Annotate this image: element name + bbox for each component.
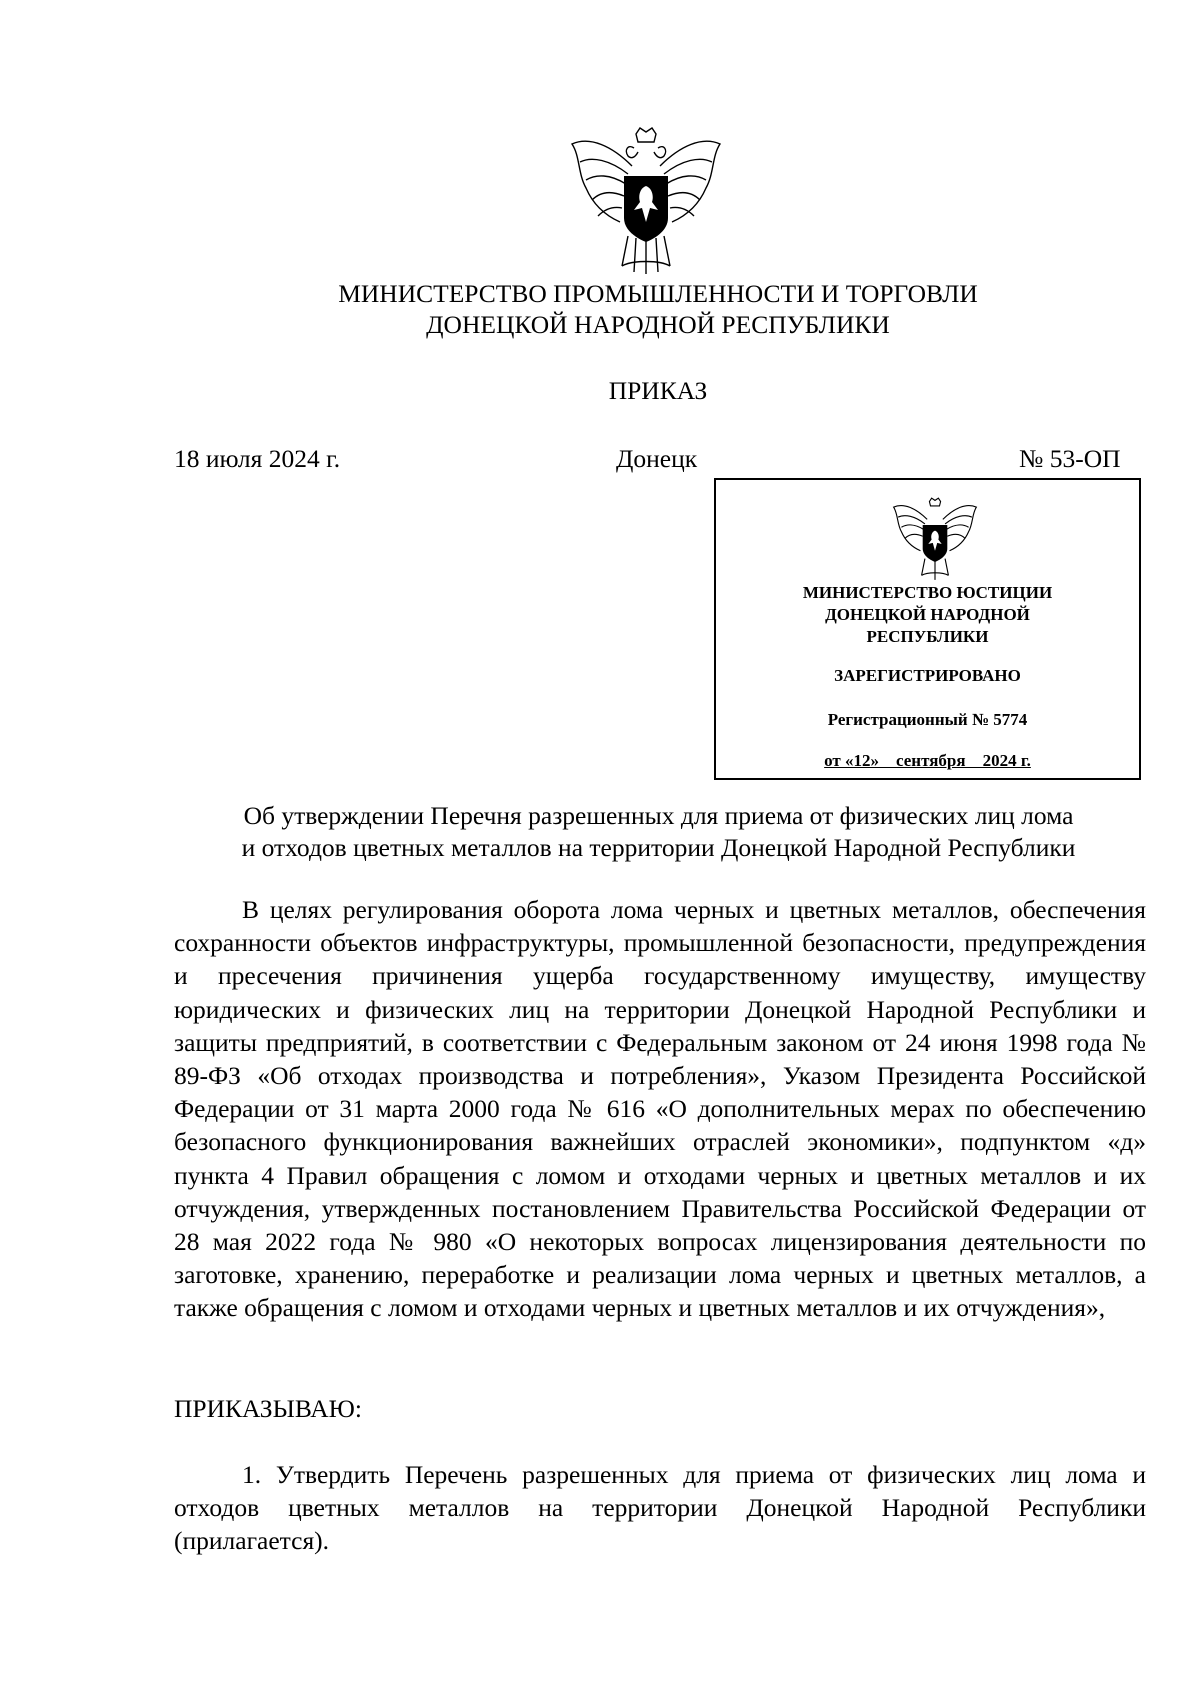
stamp-reg-date bbox=[716, 751, 1139, 771]
subject-line-2: и отходов цветных металлов на территории Донецкой Народной Республики bbox=[241, 833, 1076, 862]
coat-of-arms-icon bbox=[562, 126, 730, 276]
order-date: 18 июля 2024 г. bbox=[174, 444, 341, 473]
registration-stamp bbox=[714, 478, 1141, 780]
preamble-block bbox=[174, 893, 1146, 1325]
stamp-ministry-line-1: МИНИСТЕРСТВО ЮСТИЦИИ bbox=[802, 583, 1053, 602]
stamp-ministry-line-3: РЕСПУБЛИКИ bbox=[866, 627, 989, 646]
order-subject bbox=[170, 800, 1147, 864]
order-item-1: 1. Утвердить Перечень разрешенных для приема от физических лиц лома и отходов цветных металлов на территории Донецкой Народной Республики (прилагается). bbox=[174, 1460, 1146, 1556]
subject-line-1: Об утверждении Перечня разрешенных для приема от физических лиц лома bbox=[243, 801, 1074, 830]
stamp-ministry bbox=[716, 582, 1139, 648]
doc-type-title: ПРИКАЗ bbox=[608, 376, 708, 405]
ministry-line-2: ДОНЕЦКОЙ НАРОДНОЙ РЕСПУБЛИКИ bbox=[426, 310, 890, 339]
coat-of-arms-icon bbox=[888, 496, 982, 582]
ministry-name bbox=[0, 278, 1200, 340]
stamp-ministry-line-2: ДОНЕЦКОЙ НАРОДНОЙ bbox=[825, 605, 1030, 624]
ministry-line-1: МИНИСТЕРСТВО ПРОМЫШЛЕННОСТИ И ТОРГОВЛИ bbox=[338, 279, 978, 308]
stamp-status: ЗАРЕГИСТРИРОВАНО bbox=[834, 666, 1021, 685]
order-word: ПРИКАЗЫВАЮ: bbox=[174, 1394, 362, 1423]
stamp-reg-date-text: от «12» сентября 2024 г. bbox=[824, 751, 1031, 770]
order-number: № 53-ОП bbox=[1019, 444, 1121, 473]
stamp-reg-number: Регистрационный № 5774 bbox=[827, 710, 1028, 729]
preamble-paragraph: В целях регулирования оборота лома черных и цветных металлов, обеспечения сохранности объектов инфраструктуры, промышленной безопасности, предупреждения и пресечения причинения ущерба государственному имуществу, имуществу юридических и физических лиц на территории Донецкой Народной Республики и защиты предприятий, в соответствии с Федеральным законом от 24 июня 1998 года № 89-ФЗ «Об отходах производства и потребления», Указом Президента Российской Федерации от 31 марта 2000 года № 616 «О дополнительных мерах по обеспечению безопасного функционирования важнейших отраслей экономики», подпунктом «д» пункта 4 Правил обращения с ломом и отходами черных и цветных металлов и их отчуждения, утвержденных постановлением Правительства Российской Федерации от 28 мая 2022 года № 980 «О некоторых вопросах лицензирования деятельности по заготовке, хранению, переработке и реализации лома черных и цветных металлов, а также обращения с ломом и отходами черных и цветных металлов и их отчуждения», bbox=[174, 895, 1146, 1323]
order-city: Донецк bbox=[616, 444, 698, 473]
